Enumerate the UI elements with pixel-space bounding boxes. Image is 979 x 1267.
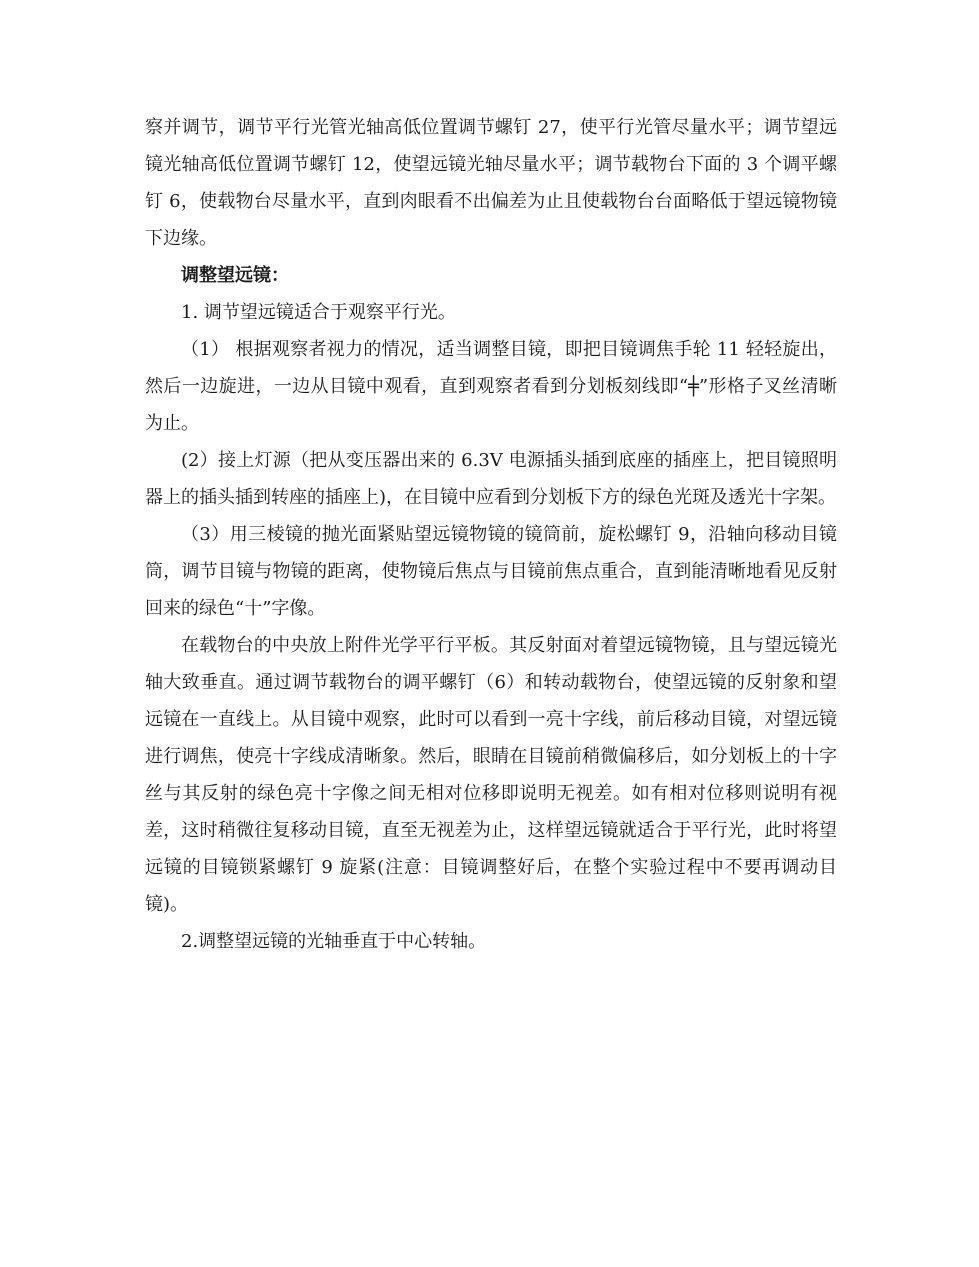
paragraph-continuation: 察并调节，调节平行光管光轴高低位置调节螺钉 27，使平行光管尽量水平；调节望远镜光轴高低位置调节螺钉 12，使望远镜光轴尽量水平；调节载物台下面的 3 个调平螺钉 6，使载物台尽量水平，直到肉眼看不出偏差为止且使载物台台面略低于望远镜物镜下边缘。 xyxy=(145,117,837,249)
document-body xyxy=(145,109,837,960)
section-heading: 调整望远镜： xyxy=(181,265,289,286)
substep-1-paragraph: （1） 根据观察者视力的情况，适当调整目镜，即把目镜调焦手轮 11 轻轻旋出，然后一边旋进，一边从目镜中观看，直到观察者看到分划板刻线即“╪”形格子叉丝清晰为止。 xyxy=(145,339,837,434)
substep-2-paragraph: (2）接上灯源（把从变压器出来的 6.3V 电源插头插到底座的插座上，把目镜照明器上的插头插到转座的插座上)，在目镜中应看到分划板下方的绿色光斑及透光十字架。 xyxy=(145,450,837,508)
substep-3-paragraph: （3）用三棱镜的抛光面紧贴望远镜物镜的镜筒前，旋松螺钉 9，沿轴向移动目镜筒，调节目镜与物镜的距离，使物镜后焦点与目镜前焦点重合，直到能清晰地看见反射回来的绿色“十”字像。 xyxy=(145,524,837,619)
body-paragraph: 在载物台的中央放上附件光学平行平板。其反射面对着望远镜物镜，且与望远镜光轴大致垂直。通过调节载物台的调平螺钉（6）和转动载物台，使望远镜的反射象和望远镜在一直线上。从目镜中观察，此时可以看到一亮十字线，前后移动目镜，对望远镜进行调焦，使亮十字线成清晰象。然后，眼睛在目镜前稍微偏移后，如分划板上的十字丝与其反射的绿色亮十字像之间无相对位移即说明无视差。如有相对位移则说明有视差，这时稍微往复移动目镜，直至无视差为止，这样望远镜就适合于平行光，此时将望远镜的目镜锁紧螺钉 9 旋紧(注意：目镜调整好后，在整个实验过程中不要再调动目镜)。 xyxy=(145,635,837,915)
step-2-title: 2.调整望远镜的光轴垂直于中心转轴。 xyxy=(181,931,487,952)
step-1-title: 1. 调节望远镜适合于观察平行光。 xyxy=(181,302,456,323)
